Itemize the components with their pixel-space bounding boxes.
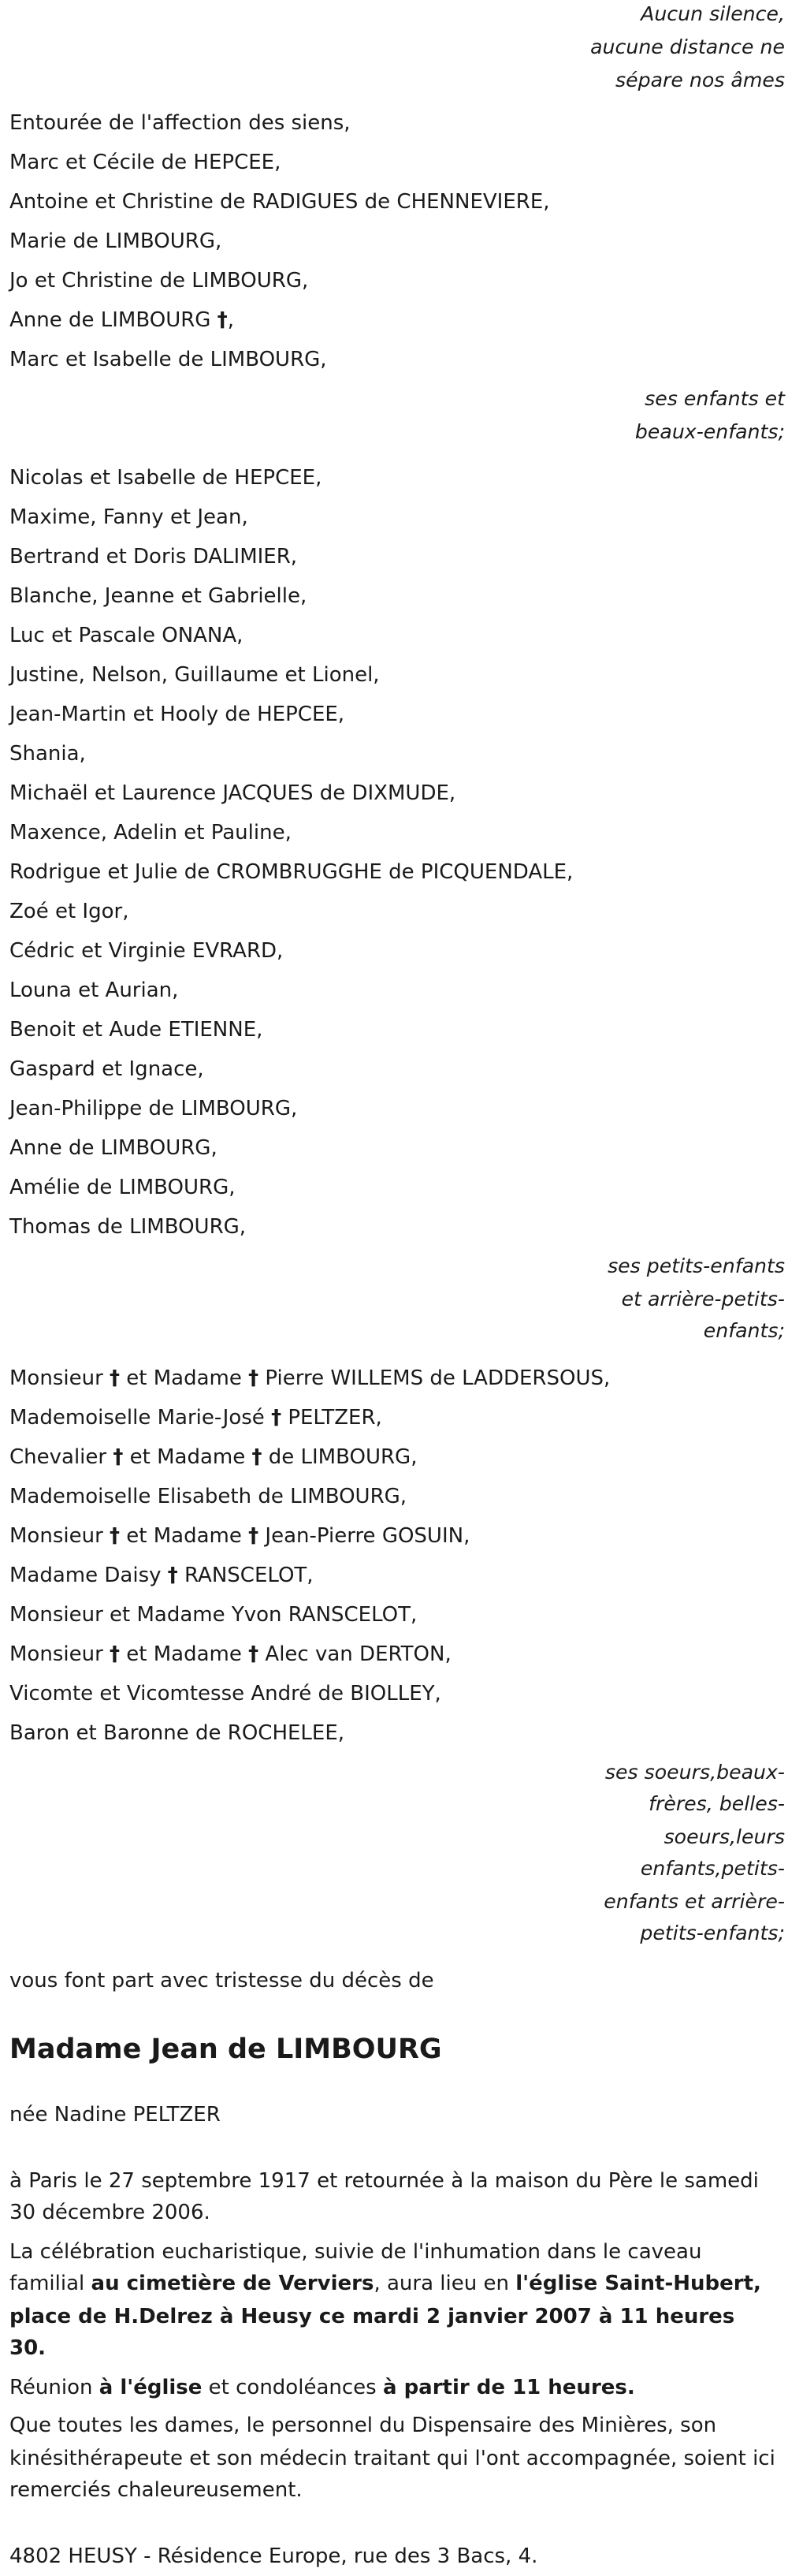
cross-icon: †	[113, 1445, 124, 1469]
mourner-line: Bertrand et Doris DALIMIER,	[9, 546, 298, 569]
notice-paragraph	[0, 2373, 788, 2405]
family-address: 4802 HEUSY - Résidence Europe, rue des 3 Bacs, 4.	[9, 2544, 538, 2568]
notice-paragraph	[0, 2166, 788, 2231]
mourner-line: Antoine et Christine de RADIGUES de CHENNEVIERE,	[9, 191, 550, 214]
paragraph-text: , aura lieu en	[374, 2272, 516, 2296]
mourner-line: Cédric et Virginie EVRARD,	[9, 940, 284, 964]
birth-name: née Nadine PELTZER	[9, 2103, 221, 2127]
cross-icon: †	[248, 1366, 259, 1390]
mourner-line: Jean-Martin et Hooly de HEPCEE,	[9, 703, 345, 727]
paragraph-text: Que toutes les dames, le personnel du Dispensaire des Minières, son kinésithérapeute et son médecin traitant qui l'ont accompagnée, soient ici remerciés chaleureusement.	[9, 2414, 775, 2503]
notice-details	[0, 2166, 788, 2508]
mourner-line: Jean-Philippe de LIMBOURG,	[9, 1098, 298, 1121]
family-groups	[0, 104, 788, 1950]
emphasis-text: à partir de 11 heures.	[382, 2376, 635, 2399]
cross-icon: †	[110, 1366, 121, 1390]
cross-icon: †	[271, 1406, 282, 1430]
mourner-line: Benoit et Aude ETIENNE,	[9, 1019, 263, 1042]
relationship-line: ses enfants et	[645, 386, 785, 410]
relationship-line: ses soeurs,beaux-	[604, 1759, 785, 1783]
mourner-line: Shania,	[9, 743, 86, 766]
mourner-line: Mademoiselle Marie-José † PELTZER,	[9, 1406, 382, 1430]
epigraph-line: aucune distance ne	[590, 35, 785, 58]
relationship-line: frères, belles-	[649, 1791, 785, 1815]
epigraph-line: Aucun silence,	[641, 2, 785, 25]
mourner-line: Chevalier † et Madame † de LIMBOURG,	[9, 1445, 418, 1469]
relationship-line: petits-enfants;	[640, 1921, 785, 1944]
emphasis-text: à l'église	[98, 2376, 203, 2399]
mourner-line: Marie de LIMBOURG,	[9, 230, 222, 254]
cross-icon: †	[248, 1524, 259, 1548]
emphasis-text: au cimetière de Verviers	[91, 2272, 374, 2296]
relationship-line: ses petits-enfants	[608, 1254, 785, 1277]
mourner-line: Marc et Cécile de HEPCEE,	[9, 151, 281, 175]
epigraph-line: sépare nos âmes	[615, 68, 785, 91]
mourner-line: Anne de LIMBOURG,	[9, 1137, 217, 1161]
mourner-line: Marc et Isabelle de LIMBOURG,	[9, 349, 327, 372]
mourner-line: Mademoiselle Elisabeth de LIMBOURG,	[9, 1485, 407, 1508]
notice-paragraph	[0, 2237, 788, 2366]
mourner-line: Monsieur † et Madame † Alec van DERTON,	[9, 1642, 452, 1666]
paragraph-text: La célébration eucharistique, suivie de l'inhumation dans le caveau familial	[9, 2240, 702, 2296]
mourner-line: Louna et Aurian,	[9, 979, 179, 1003]
epigraph	[0, 0, 788, 96]
mourner-line: Justine, Nelson, Guillaume et Lionel,	[9, 664, 380, 688]
mourner-group	[0, 104, 788, 380]
mourner-line: Maxence, Adelin et Pauline,	[9, 822, 292, 845]
relationship-label	[0, 1756, 788, 1950]
mourner-group	[0, 1359, 788, 1753]
relationship-line: beaux-enfants;	[634, 419, 785, 442]
mourner-line: Maxime, Fanny et Jean,	[9, 506, 248, 530]
mourner-line: Nicolas et Isabelle de HEPCEE,	[9, 467, 322, 490]
mourner-line: Gaspard et Ignace,	[9, 1058, 204, 1082]
mourner-group	[0, 459, 788, 1247]
mourner-line: Amélie de LIMBOURG,	[9, 1176, 236, 1200]
paragraph-text: et condoléances	[202, 2376, 383, 2399]
mourner-line: Blanche, Jeanne et Gabrielle,	[9, 585, 307, 609]
mourner-line: Zoé et Igor,	[9, 900, 129, 924]
mourner-line: Monsieur et Madame Yvon RANSCELOT,	[9, 1603, 418, 1627]
cross-icon: †	[167, 1564, 178, 1587]
cross-icon: †	[251, 1445, 262, 1469]
cross-icon: †	[110, 1524, 121, 1548]
relationship-label	[0, 1251, 788, 1348]
emphasis-text: l'église Saint-Hubert, place de H.Delrez à Heusy ce mardi 2 janvier 2007 à 11 heures 30.	[9, 2272, 761, 2361]
mourner-line: Thomas de LIMBOURG,	[9, 1216, 247, 1240]
mourner-line: Monsieur † et Madame † Pierre WILLEMS de LADDERSOUS,	[9, 1366, 611, 1390]
relationship-label	[0, 383, 788, 448]
mourner-line: Vicomte et Vicomtesse André de BIOLLEY,	[9, 1682, 441, 1706]
announcement-intro: vous font part avec tristesse du décès de	[9, 1969, 434, 1993]
mourner-line: Rodrigue et Julie de CROMBRUGGHE de PICQUENDALE,	[9, 861, 574, 885]
mourner-line: Entourée de l'affection des siens,	[9, 112, 351, 136]
mourner-line: Monsieur † et Madame † Jean-Pierre GOSUIN,	[9, 1524, 470, 1548]
cross-icon: †	[110, 1642, 121, 1666]
relationship-line: soeurs,leurs	[663, 1824, 785, 1847]
cross-icon: †	[248, 1642, 259, 1666]
mourner-line: Michaël et Laurence JACQUES de DIXMUDE,	[9, 782, 456, 806]
mourner-line: Anne de LIMBOURG †,	[9, 309, 234, 333]
paragraph-text: à Paris le 27 septembre 1917 et retournée à la maison du Père le samedi 30 décembre 2006.	[9, 2169, 759, 2225]
mourner-line: Luc et Pascale ONANA,	[9, 624, 243, 648]
relationship-line: et arrière-petits-	[621, 1286, 785, 1310]
relationship-line: enfants et arrière-	[604, 1888, 785, 1912]
relationship-line: enfants,petits-	[640, 1856, 785, 1880]
mourner-line: Jo et Christine de LIMBOURG,	[9, 270, 309, 293]
paragraph-text: Réunion	[9, 2376, 99, 2399]
deceased-name: Madame Jean de LIMBOURG	[9, 2034, 442, 2065]
relationship-line: enfants;	[703, 1318, 785, 1342]
mourner-line: Baron et Baronne de ROCHELEE,	[9, 1721, 345, 1745]
mourner-line: Madame Daisy † RANSCELOT,	[9, 1564, 314, 1587]
cross-icon: †	[217, 309, 228, 333]
